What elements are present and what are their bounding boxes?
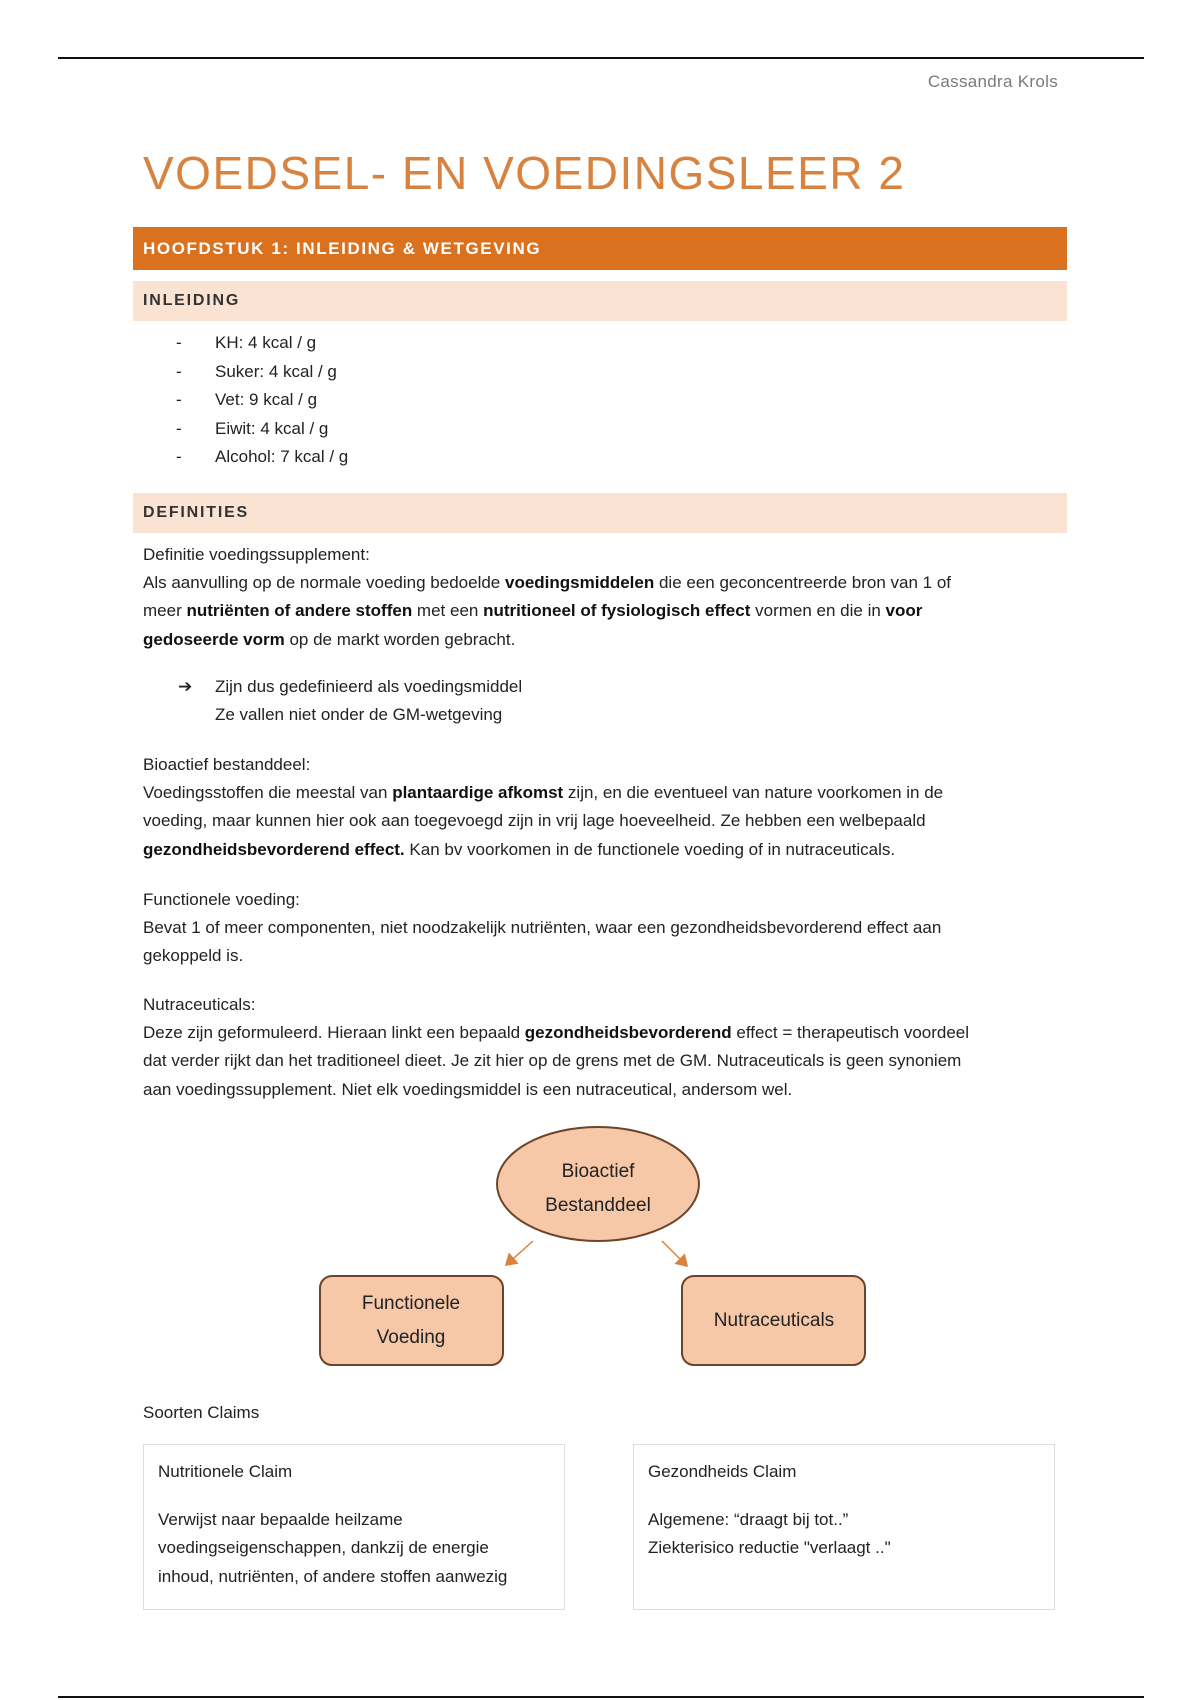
document-title: VOEDSEL- EN VOEDINGSLEER 2: [143, 147, 906, 199]
definition-label: Bioactief bestanddeel:: [143, 755, 311, 774]
list-item: - Suker: 4 kcal / g: [176, 361, 337, 381]
definition-functionele-voeding: Functionele voeding: Bevat 1 of meer componenten, niet noodzakelijk nutriënten, waar een gezondheidsbevorderend effect aan gekoppeld is.: [143, 886, 1043, 971]
list-item: - Vet: 9 kcal / g: [176, 390, 318, 409]
definition-label: Nutraceuticals:: [143, 995, 256, 1014]
arrow-left: [506, 1241, 533, 1265]
definition-voedingssupplement: Definitie voedingssupplement: Als aanvulling op de normale voeding bedoelde voedingsmiddelen die een geconcentreerde bron van 1 of meer nutriënten of andere stoffen met een nutritioneel of fysiologisch effect vormen en die in voor gedoseerde vorm op de markt worden gebracht.: [143, 541, 1043, 654]
section-heading-inleiding: INLEIDING: [133, 281, 1067, 321]
header-author: Cassandra Krols: [927, 72, 1058, 91]
definition-nutraceuticals: Nutraceuticals: Deze zijn geformuleerd. Hieraan linkt een bepaald gezondheidsbevorderend effect = therapeutisch voordeel dat verder rijkt dan het traditioneel dieet. Je zit hier op de grens met de GM. Nutraceuticals is geen synoniem aan voedingssupplement. Niet elk voedingsmiddel is een nutraceutical, andersom wel.: [143, 991, 1043, 1104]
bioactief-label-line1: Bioactief: [561, 1161, 635, 1182]
definition-label: Functionele voeding:: [143, 890, 300, 909]
right-arrow-icon: ➔: [178, 677, 193, 696]
bioactief-node: [497, 1127, 699, 1241]
bioactief-label-line2: Bestanddeel: [545, 1195, 651, 1216]
claim-title: Gezondheids Claim: [648, 1462, 797, 1481]
definition-label: Definitie voedingssupplement:: [143, 545, 370, 564]
list-item: - Eiwit: 4 kcal / g: [176, 418, 329, 438]
chapter-heading: HOOFDSTUK 1: INLEIDING & WETGEVING: [133, 227, 1067, 270]
arrow-note: ➔ Zijn dus gedefinieerd als voedingsmiddel Ze vallen niet onder de GM-wetgeving: [178, 673, 522, 729]
top-rule: [58, 57, 1144, 59]
functionele-voeding-node: [320, 1276, 503, 1365]
kcal-list: [176, 329, 348, 472]
bottom-rule: [58, 1696, 1144, 1698]
list-item: - KH: 4 kcal / g: [176, 333, 317, 352]
list-item: - Alcohol: 7 kcal / g: [176, 447, 349, 466]
definition-bioactief: Bioactief bestanddeel: Voedingsstoffen die meestal van plantaardige afkomst zijn, en die eventueel van nature voorkomen in de voeding, maar kunnen hier ook aan toegevoegd zijn in vrij lage hoeveelheid. Ze hebben een welbepaald gezondheidsbevorderend effect. Kan bv voorkomen in de functionele voeding of in nutraceuticals.: [143, 751, 1043, 864]
gezondheids-claim-box: Gezondheids Claim Algemene: “draagt bij tot..” Ziekterisico reductie "verlaagt ..": [633, 1444, 1055, 1610]
section-heading-definities: DEFINITIES: [133, 493, 1067, 533]
claim-title: Nutritionele Claim: [158, 1462, 293, 1481]
functionele-label-line1: Functionele: [361, 1293, 461, 1314]
nutraceuticals-label: Nutraceuticals: [713, 1310, 835, 1331]
claims-heading: Soorten Claims: [143, 1403, 260, 1422]
arrow-right: [662, 1241, 687, 1266]
concept-diagram: [0, 1120, 1200, 1380]
functionele-label-line2: Voeding: [376, 1327, 446, 1348]
nutritionele-claim-box: Nutritionele Claim Verwijst naar bepaalde heilzame voedingseigenschappen, dankzij de energie inhoud, nutriënten, of andere stoffen aanwezig: [143, 1444, 565, 1610]
